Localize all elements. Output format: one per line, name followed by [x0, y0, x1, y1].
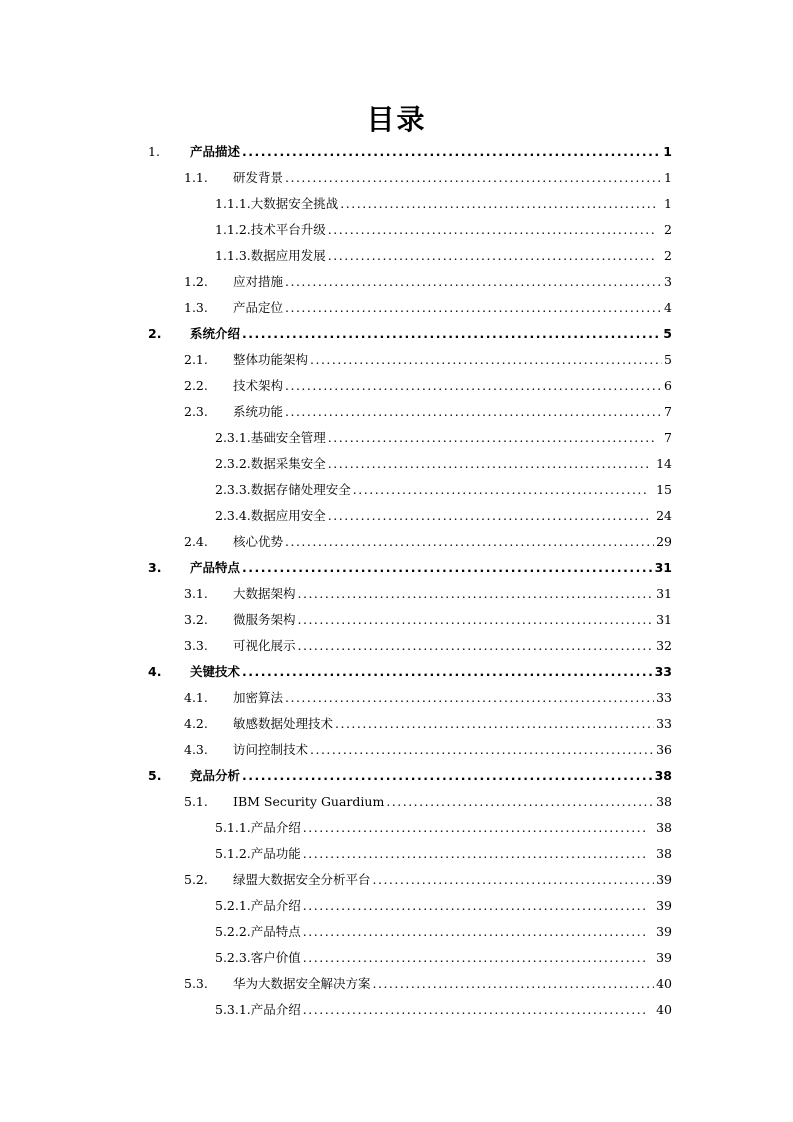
toc-entry-label: 数据应用发展: [250, 248, 326, 263]
toc-entry-label: 整体功能架构: [233, 352, 309, 367]
toc-entry[interactable]: [215, 921, 672, 943]
toc-entry-label: 应对措施: [233, 274, 284, 289]
toc-entry-page-number: 33: [656, 716, 672, 731]
toc-entry[interactable]: [184, 167, 672, 189]
toc-entry-page-number: 7: [664, 404, 672, 419]
toc-entry[interactable]: [184, 687, 672, 709]
toc-entry-label: 产品功能: [250, 846, 301, 861]
toc-entry-label: 数据采集安全: [250, 456, 326, 471]
toc-leader-dots: [310, 739, 654, 761]
toc-entry[interactable]: [184, 271, 672, 293]
toc-entry-page-number: 3: [664, 274, 672, 289]
toc-entry[interactable]: [184, 297, 672, 319]
toc-entry-page-number: 5: [664, 352, 672, 367]
toc-leader-dots: [353, 479, 648, 501]
toc-leader-dots: [285, 167, 662, 189]
toc-entry-number: 5.2.1.: [215, 898, 251, 913]
toc-entry-label: 大数据安全挑战: [250, 196, 339, 211]
toc-entry-page-number: 31: [654, 560, 672, 575]
toc-entry-page-number: 14: [656, 456, 672, 471]
toc-entry-number: 2.2.: [184, 378, 208, 393]
toc-entry-label: 敏感数据处理技术: [233, 716, 334, 731]
toc-entry-label: 技术平台升级: [250, 222, 326, 237]
toc-entry[interactable]: [184, 531, 672, 553]
toc-entry-page-number: 15: [656, 482, 672, 497]
toc-leader-dots: [285, 271, 662, 293]
toc-entry-number: 4.1.: [184, 690, 208, 705]
toc-entry[interactable]: [215, 505, 672, 527]
toc-entry[interactable]: [215, 193, 672, 215]
toc-entry-label: 产品介绍: [250, 1002, 301, 1017]
toc-entry[interactable]: [184, 375, 672, 397]
toc-entry-page-number: 38: [654, 768, 672, 783]
toc-entry-number: 5.2.2.: [215, 924, 251, 939]
toc-leader-dots: [328, 505, 648, 527]
toc-leader-dots: [328, 453, 648, 475]
toc-leader-dots: [303, 843, 648, 865]
toc-leader-dots: [310, 349, 662, 371]
toc-leader-dots: [285, 531, 654, 553]
toc-leader-dots: [386, 791, 654, 813]
toc-entry-number: 2.: [148, 326, 162, 341]
toc-leader-dots: [242, 661, 653, 683]
toc-entry-label: 华为大数据安全解决方案: [233, 976, 371, 991]
toc-entry-label: 研发背景: [233, 170, 284, 185]
toc-entry[interactable]: [215, 947, 672, 969]
toc-entry-number: 2.3.3.: [215, 482, 251, 497]
toc-leader-dots: [298, 583, 655, 605]
toc-entry[interactable]: [215, 219, 672, 241]
toc-entry-page-number: 32: [656, 638, 672, 653]
toc-entry-label: 关键技术: [190, 664, 241, 679]
toc-leader-dots: [242, 765, 653, 787]
toc-entry[interactable]: [215, 895, 672, 917]
toc-leader-dots: [285, 375, 662, 397]
toc-entry-page-number: 38: [656, 846, 672, 861]
toc-entry-label: 核心优势: [233, 534, 284, 549]
toc-entry-number: 5.: [148, 768, 162, 783]
toc-entry-label: 产品描述: [190, 144, 241, 159]
toc-leader-dots: [328, 427, 656, 449]
toc-entry-page-number: 40: [656, 1002, 672, 1017]
toc-entry-label: 竞品分析: [190, 768, 241, 783]
toc-entry-label: 系统功能: [233, 404, 284, 419]
toc-entry-label: 产品特点: [250, 924, 301, 939]
toc-entry-page-number: 36: [656, 742, 672, 757]
toc-entry-label: 系统介绍: [190, 326, 241, 341]
toc-entry[interactable]: [215, 999, 672, 1021]
toc-leader-dots: [242, 141, 661, 163]
toc-entry[interactable]: [148, 141, 672, 163]
toc-entry-number: 2.4.: [184, 534, 208, 549]
toc-leader-dots: [242, 323, 661, 345]
toc-entry-label: 数据存储处理安全: [250, 482, 351, 497]
toc-leader-dots: [242, 557, 653, 579]
toc-entry-label: 访问控制技术: [233, 742, 309, 757]
toc-entry[interactable]: [148, 765, 672, 787]
toc-entry-number: 1.1.3.: [215, 248, 251, 263]
toc-title: 目录: [366, 103, 427, 136]
toc-entry[interactable]: [215, 843, 672, 865]
toc-entry-number: 5.1.: [184, 794, 208, 809]
toc-entry[interactable]: [148, 557, 672, 579]
toc-entry[interactable]: [184, 349, 672, 371]
toc-entry-number: 3.: [148, 560, 162, 575]
toc-entry-number: 2.1.: [184, 352, 208, 367]
toc-entry-page-number: 39: [656, 898, 672, 913]
toc-entry-page-number: 39: [656, 924, 672, 939]
toc-entry-page-number: 31: [656, 612, 672, 627]
toc-entry-label: 绿盟大数据安全分析平台: [233, 872, 371, 887]
toc-entry-number: 4.: [148, 664, 162, 679]
toc-entry[interactable]: [215, 479, 672, 501]
toc-entry[interactable]: [184, 713, 672, 735]
toc-entry-number: 1.2.: [184, 274, 208, 289]
toc-entry-page-number: 24: [656, 508, 672, 523]
toc-entry-page-number: 5: [663, 326, 672, 341]
toc-entry[interactable]: [184, 791, 672, 813]
toc-entry-page-number: 31: [656, 586, 672, 601]
toc-leader-dots: [373, 973, 655, 995]
toc-entry-page-number: 1: [664, 196, 672, 211]
toc-entry-page-number: 2: [664, 222, 672, 237]
toc-leader-dots: [285, 297, 662, 319]
toc-entry-number: 4.3.: [184, 742, 208, 757]
toc-entry-page-number: 39: [656, 872, 672, 887]
toc-entry-label: 数据应用安全: [250, 508, 326, 523]
toc-entry-page-number: 39: [656, 950, 672, 965]
toc-entry-number: 1.1.: [184, 170, 208, 185]
toc-entry-number: 5.1.1.: [215, 820, 251, 835]
toc-entry[interactable]: [148, 323, 672, 345]
toc-entry-page-number: 1: [663, 144, 672, 159]
toc-leader-dots: [373, 869, 655, 891]
toc-leader-dots: [335, 713, 654, 735]
toc-entry-number: 1.1.2.: [215, 222, 251, 237]
toc-leader-dots: [328, 245, 656, 267]
toc-entry-number: 1.: [148, 144, 160, 159]
toc-leader-dots: [298, 609, 655, 631]
toc-entry[interactable]: [184, 401, 672, 423]
toc-entry-number: 2.3.: [184, 404, 208, 419]
toc-entry-number: 3.1.: [184, 586, 208, 601]
toc-entry[interactable]: [215, 817, 672, 839]
toc-entry-number: 2.3.2.: [215, 456, 251, 471]
toc-entry-page-number: 2: [664, 248, 672, 263]
toc-leader-dots: [303, 895, 648, 917]
toc-leader-dots: [285, 687, 654, 709]
toc-entry[interactable]: [184, 869, 672, 891]
toc-entry-label: 基础安全管理: [250, 430, 326, 445]
toc-leader-dots: [285, 401, 662, 423]
toc-entry-label: 技术架构: [233, 378, 284, 393]
toc-entry-label: 可视化展示: [233, 638, 296, 653]
toc-entry-label: 加密算法: [233, 690, 284, 705]
toc-entry-number: 4.2.: [184, 716, 208, 731]
toc-entry-label: 微服务架构: [233, 612, 296, 627]
toc-entry-page-number: 38: [656, 820, 672, 835]
toc-entry-label: 产品介绍: [250, 898, 301, 913]
toc-entry-page-number: 1: [664, 170, 672, 185]
toc-leader-dots: [303, 999, 648, 1021]
toc-entry-number: 5.2.3.: [215, 950, 251, 965]
toc-entry-number: 1.1.1.: [215, 196, 251, 211]
toc-leader-dots: [303, 947, 648, 969]
toc-entry-page-number: 33: [656, 690, 672, 705]
toc-entry-page-number: 29: [656, 534, 672, 549]
toc-leader-dots: [298, 635, 655, 657]
toc-entry[interactable]: [184, 973, 672, 995]
toc-entry-number: 5.3.: [184, 976, 208, 991]
toc-entry[interactable]: [184, 609, 672, 631]
toc-entry-page-number: 7: [664, 430, 672, 445]
toc-entry-number: 3.3.: [184, 638, 208, 653]
toc-entry-page-number: 33: [654, 664, 672, 679]
toc-leader-dots: [340, 193, 656, 215]
toc-entry-page-number: 4: [664, 300, 672, 315]
toc-leader-dots: [303, 921, 648, 943]
toc-entry-number: 5.3.1.: [215, 1002, 251, 1017]
toc-leader-dots: [303, 817, 648, 839]
toc-entry-label: 产品定位: [233, 300, 284, 315]
toc-entry[interactable]: [215, 245, 672, 267]
toc-entry-page-number: 40: [656, 976, 672, 991]
toc-entry-number: 2.3.4.: [215, 508, 251, 523]
toc-entry-page-number: 38: [656, 794, 672, 809]
toc-entry-number: 5.1.2.: [215, 846, 251, 861]
toc-entry[interactable]: [184, 583, 672, 605]
toc-entry-number: 3.2.: [184, 612, 208, 627]
toc-entry-number: 2.3.1.: [215, 430, 251, 445]
toc-leader-dots: [328, 219, 656, 241]
toc-entry-number: 5.2.: [184, 872, 208, 887]
toc-entry[interactable]: [215, 453, 672, 475]
toc-entry[interactable]: [215, 427, 672, 449]
toc-entry-number: 1.3.: [184, 300, 208, 315]
toc-entry-label: 大数据架构: [233, 586, 296, 601]
toc-entry-label: 客户价值: [250, 950, 301, 965]
toc-entry[interactable]: [148, 661, 672, 683]
toc-entry-label: 产品特点: [190, 560, 241, 575]
toc-entry[interactable]: [184, 635, 672, 657]
toc-entry-label: IBM Security Guardium: [233, 794, 385, 809]
toc-entry-page-number: 6: [664, 378, 672, 393]
toc-entry[interactable]: [184, 739, 672, 761]
toc-entry-label: 产品介绍: [250, 820, 301, 835]
